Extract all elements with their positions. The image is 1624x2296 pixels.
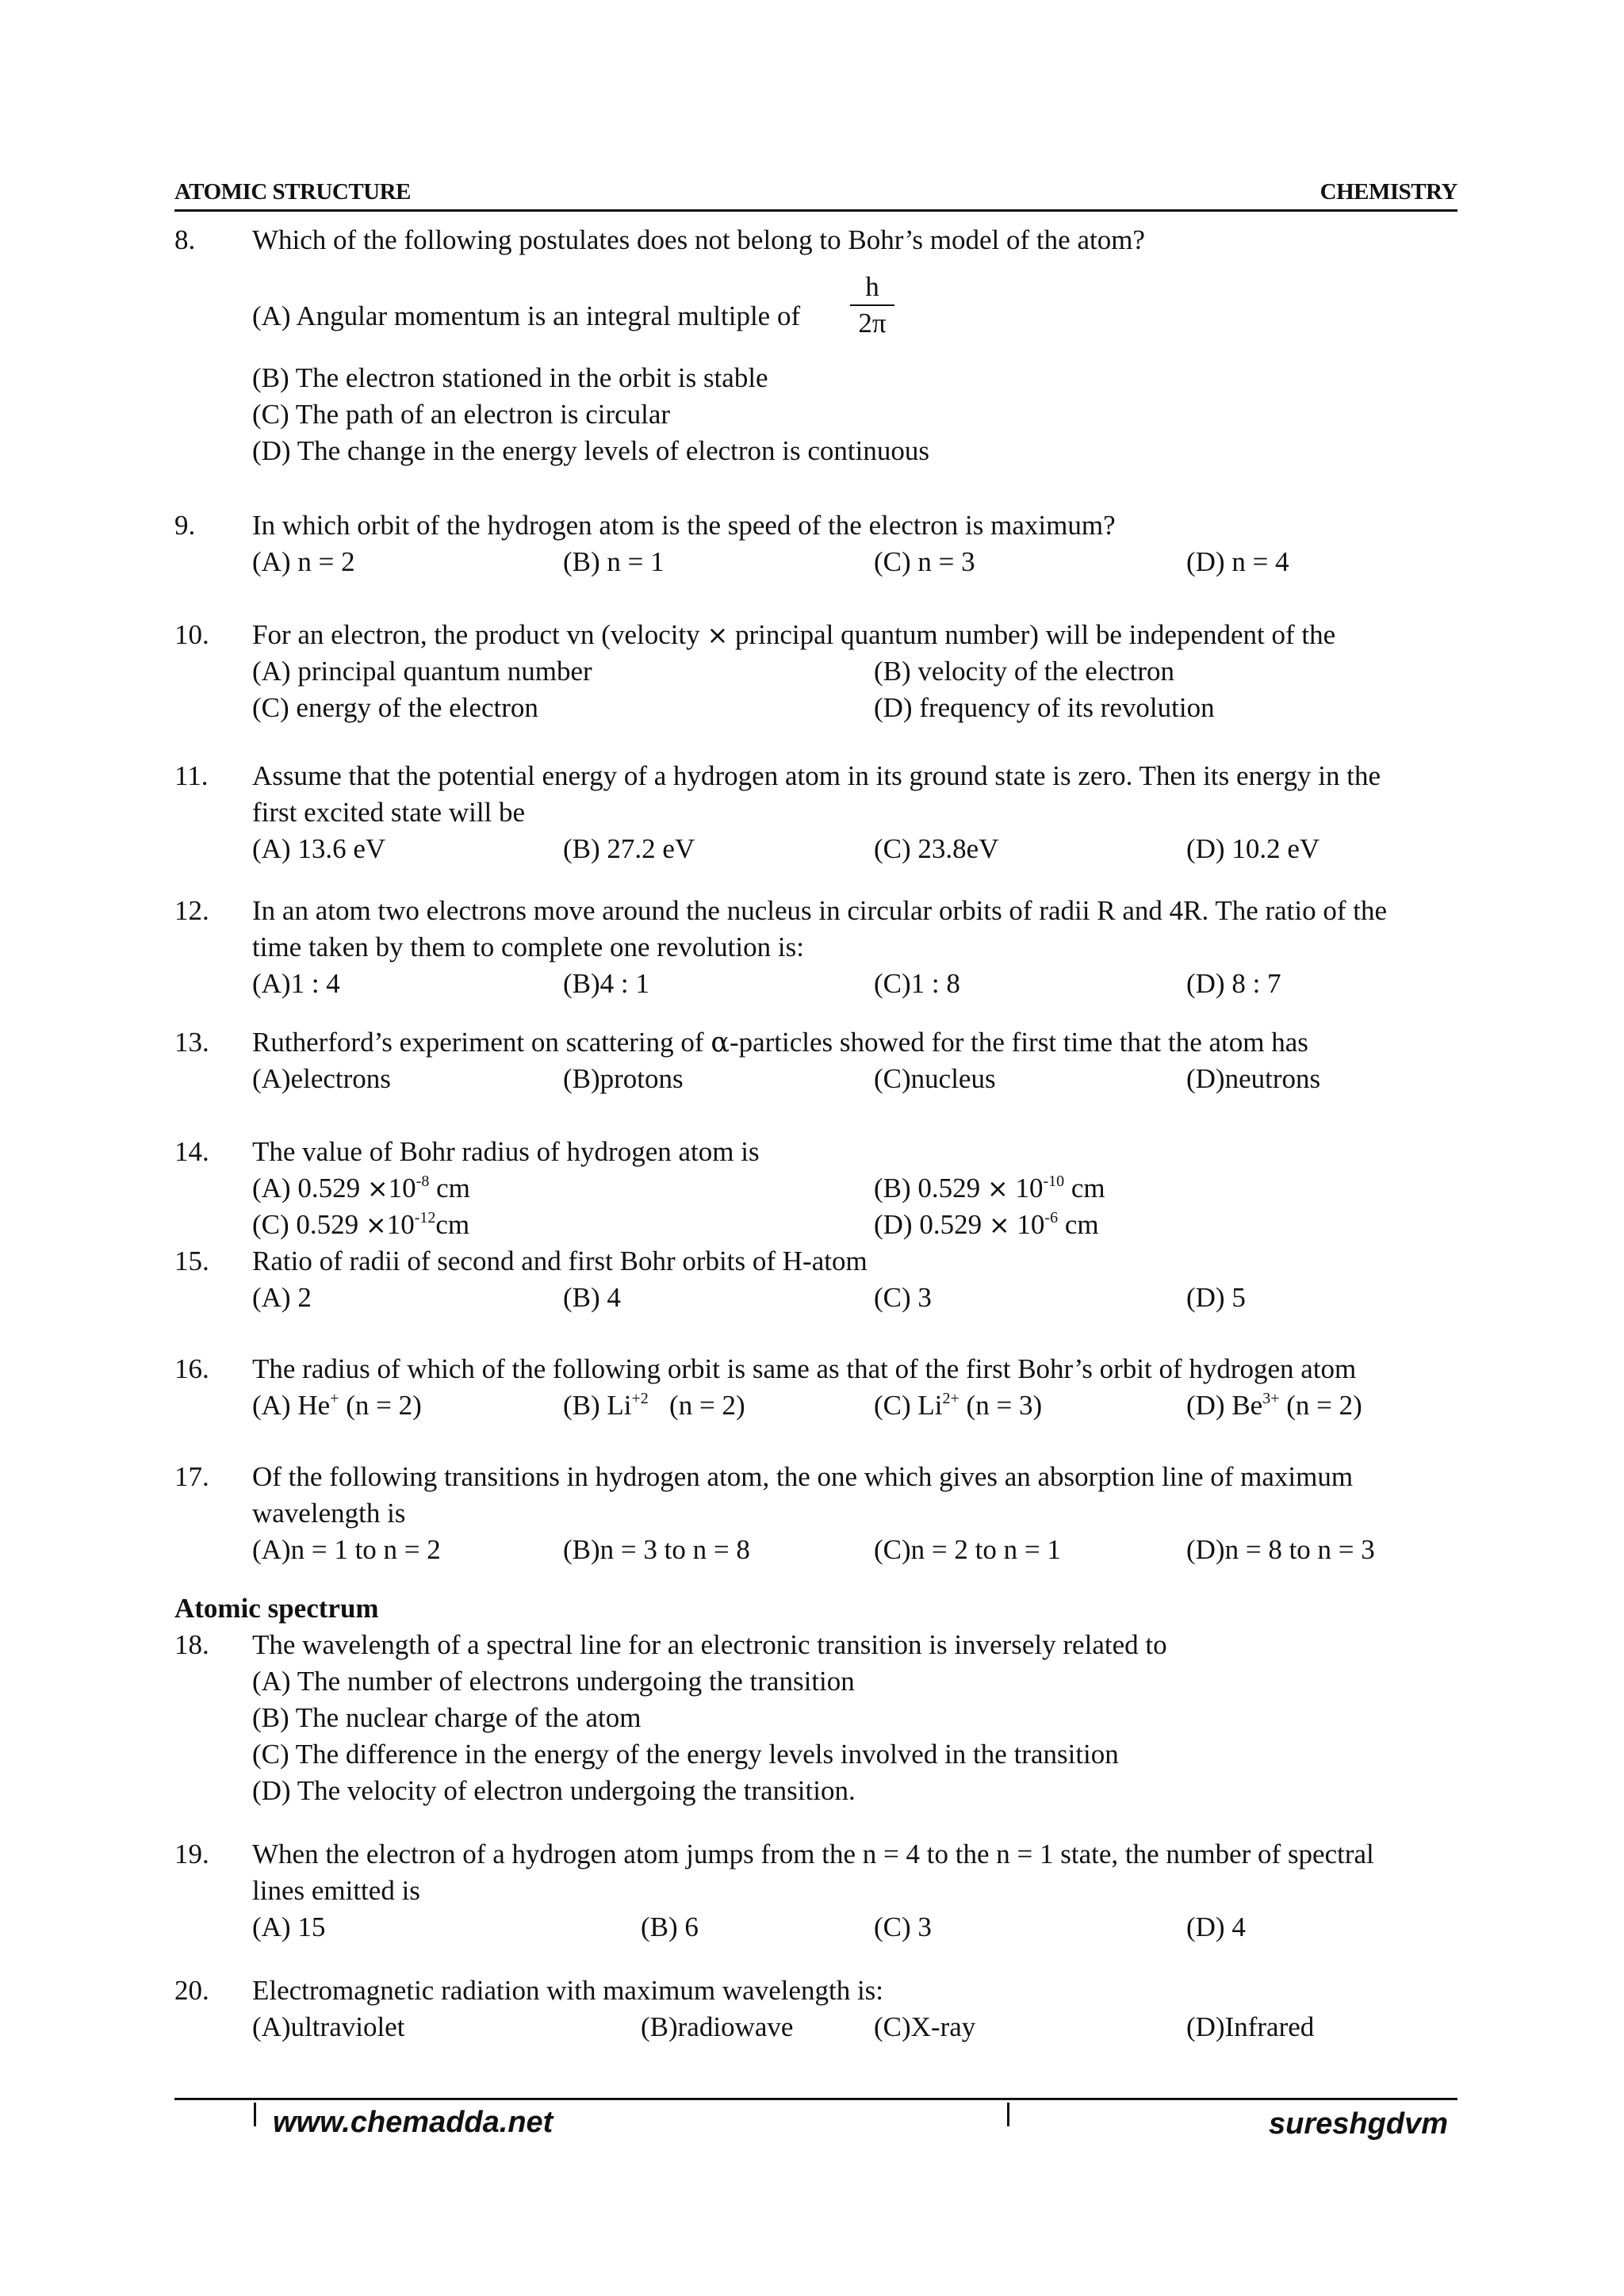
option-a: (A) 15 bbox=[252, 1911, 326, 1942]
question-text bbox=[252, 1024, 1308, 1061]
option-b: (B)4 : 1 bbox=[563, 968, 649, 999]
option-exponent: -6 bbox=[1044, 1209, 1059, 1226]
option-b: (B)protons bbox=[563, 1063, 684, 1094]
times-symbol: × bbox=[988, 1210, 1010, 1240]
option-c: (C) energy of the electron bbox=[252, 692, 538, 723]
option-a bbox=[252, 1387, 422, 1424]
option-level: (n = 2) bbox=[339, 1390, 422, 1421]
question-number: 17. bbox=[174, 1461, 209, 1492]
fraction-h-over-2pi bbox=[848, 270, 896, 341]
option-symbol: (B) Li bbox=[563, 1390, 632, 1421]
footer-rule bbox=[174, 2098, 1457, 2100]
option-b bbox=[874, 1170, 1105, 1207]
option-charge: +2 bbox=[631, 1390, 649, 1407]
question-number: 9. bbox=[174, 510, 196, 541]
question-number: 8. bbox=[174, 224, 196, 255]
option-b: (B)radiowave bbox=[641, 2011, 794, 2042]
header-rule bbox=[174, 209, 1457, 212]
question-number: 18. bbox=[174, 1629, 209, 1660]
option-exponent: -10 bbox=[1043, 1173, 1065, 1190]
option-d: (D) The velocity of electron undergoing the transition. bbox=[252, 1775, 856, 1806]
question-text-part: For an electron, the product vn (velocity bbox=[252, 619, 700, 650]
option-unit: cm bbox=[435, 1209, 470, 1240]
option-d bbox=[1186, 1387, 1362, 1424]
question-number: 14. bbox=[174, 1136, 209, 1167]
question-text-line-1: Of the following transitions in hydrogen atom, the one which gives an absorption line of maximum bbox=[252, 1461, 1354, 1492]
option-d: (D)n = 8 to n = 3 bbox=[1186, 1534, 1375, 1565]
question-number: 20. bbox=[174, 1975, 209, 2006]
question-number: 12. bbox=[174, 895, 209, 926]
question-text: The wavelength of a spectral line for an electronic transition is inversely related to bbox=[252, 1629, 1167, 1660]
footer-author: sureshgdvm bbox=[1269, 2107, 1448, 2141]
option-base: 10 bbox=[386, 1209, 415, 1240]
option-exponent: -12 bbox=[414, 1209, 436, 1226]
question-number: 16. bbox=[174, 1353, 209, 1384]
question-text-part: Rutherford’s experiment on scattering of bbox=[252, 1027, 704, 1058]
option-b: (B) velocity of the electron bbox=[874, 656, 1175, 687]
option-b: (B) 4 bbox=[563, 1282, 621, 1313]
option-a bbox=[252, 1170, 470, 1207]
header-subject-left: ATOMIC STRUCTURE bbox=[174, 179, 411, 205]
option-c: (C)n = 2 to n = 1 bbox=[874, 1534, 1061, 1565]
option-symbol: (D) Be bbox=[1186, 1390, 1263, 1421]
question-number: 15. bbox=[174, 1246, 209, 1276]
option-d: (D) 4 bbox=[1186, 1911, 1246, 1942]
header-subject-right: CHEMISTRY bbox=[1320, 179, 1457, 205]
option-base: 10 bbox=[388, 1173, 416, 1203]
times-symbol: × bbox=[707, 620, 729, 650]
question-text-line-2: wavelength is bbox=[252, 1498, 406, 1529]
option-unit: cm bbox=[429, 1173, 470, 1203]
option-a: (A) The number of electrons undergoing the transition bbox=[252, 1666, 855, 1697]
option-base: 10 bbox=[1015, 1173, 1044, 1203]
option-c: (C) 3 bbox=[874, 1282, 932, 1313]
option-c: (C)1 : 8 bbox=[874, 968, 960, 999]
fraction-denominator: 2π bbox=[858, 308, 887, 339]
option-c: (C)nucleus bbox=[874, 1063, 996, 1094]
option-charge: 2+ bbox=[942, 1390, 959, 1407]
footer-website: www.chemadda.net bbox=[273, 2106, 553, 2139]
option-a: (A)electrons bbox=[252, 1063, 391, 1094]
times-symbol: × bbox=[365, 1210, 387, 1240]
question-text-part: principal quantum number) will be independent of the bbox=[735, 619, 1336, 650]
option-value: (D) 0.529 bbox=[874, 1209, 982, 1240]
option-level: (n = 3) bbox=[959, 1390, 1043, 1421]
option-c: (C) n = 3 bbox=[874, 546, 975, 577]
option-d: (D)Infrared bbox=[1186, 2011, 1315, 2042]
option-d bbox=[874, 1207, 1099, 1243]
option-a: (A) principal quantum number bbox=[252, 656, 592, 687]
question-number: 19. bbox=[174, 1839, 209, 1869]
question-text: Electromagnetic radiation with maximum wavelength is: bbox=[252, 1975, 884, 2006]
section-heading: Atomic spectrum bbox=[174, 1593, 379, 1624]
option-a: (A) 2 bbox=[252, 1282, 312, 1313]
question-text: The value of Bohr radius of hydrogen atom is bbox=[252, 1136, 760, 1167]
footer-tick-right bbox=[1007, 2103, 1009, 2126]
question-text-line-2: time taken by them to complete one revolution is: bbox=[252, 932, 804, 962]
option-unit: cm bbox=[1064, 1173, 1105, 1203]
option-b: (B) 27.2 eV bbox=[563, 833, 695, 864]
question-text bbox=[252, 617, 1335, 653]
option-a: (A)n = 1 to n = 2 bbox=[252, 1534, 441, 1565]
question-number: 11. bbox=[174, 760, 209, 791]
question-number: 13. bbox=[174, 1027, 209, 1058]
option-base: 10 bbox=[1017, 1209, 1045, 1240]
option-value: (C) 0.529 bbox=[252, 1209, 359, 1240]
option-a: (A)1 : 4 bbox=[252, 968, 340, 999]
option-c: (C) The path of an electron is circular bbox=[252, 399, 671, 430]
option-c bbox=[874, 1387, 1042, 1424]
option-d: (D) n = 4 bbox=[1186, 546, 1289, 577]
option-d: (D) 5 bbox=[1186, 1282, 1246, 1313]
option-value: (B) 0.529 bbox=[874, 1173, 981, 1203]
question-text-line-2: lines emitted is bbox=[252, 1875, 420, 1906]
option-b: (B) The electron stationed in the orbit is stable bbox=[252, 362, 768, 393]
option-c: (C) The difference in the energy of the energy levels involved in the transition bbox=[252, 1739, 1119, 1770]
footer-tick-left bbox=[254, 2103, 256, 2126]
question-text-line-1: When the electron of a hydrogen atom jumps from the n = 4 to the n = 1 state, the number of spectral bbox=[252, 1839, 1374, 1869]
option-d: (D) The change in the energy levels of electron is continuous bbox=[252, 435, 929, 466]
option-b bbox=[563, 1387, 745, 1424]
option-d: (D) 8 : 7 bbox=[1186, 968, 1281, 999]
option-value: (A) 0.529 bbox=[252, 1173, 361, 1203]
option-charge: 3+ bbox=[1262, 1390, 1280, 1407]
times-symbol: × bbox=[366, 1173, 389, 1203]
option-charge: + bbox=[330, 1390, 339, 1407]
option-exponent: -8 bbox=[416, 1173, 430, 1190]
question-text: Ratio of radii of second and first Bohr orbits of H-atom bbox=[252, 1246, 868, 1276]
option-c: (C) 23.8eV bbox=[874, 833, 999, 864]
option-unit: cm bbox=[1058, 1209, 1099, 1240]
option-d: (D)neutrons bbox=[1186, 1063, 1321, 1094]
option-a: (A) Angular momentum is an integral multiple of bbox=[252, 300, 801, 331]
alpha-symbol: α bbox=[710, 1027, 730, 1058]
option-symbol: (C) Li bbox=[874, 1390, 943, 1421]
option-b: (B) 6 bbox=[641, 1911, 699, 1942]
option-level: (n = 2) bbox=[648, 1390, 745, 1421]
option-d: (D) 10.2 eV bbox=[1186, 833, 1320, 864]
option-level: (n = 2) bbox=[1279, 1390, 1362, 1421]
option-a: (A) 13.6 eV bbox=[252, 833, 386, 864]
option-a: (A)ultraviolet bbox=[252, 2011, 405, 2042]
option-b: (B) n = 1 bbox=[563, 546, 665, 577]
question-text: Which of the following postulates does not belong to Bohr’s model of the atom? bbox=[252, 224, 1145, 255]
option-b: (B) The nuclear charge of the atom bbox=[252, 1702, 642, 1733]
option-c: (C)X-ray bbox=[874, 2011, 976, 2042]
times-symbol: × bbox=[986, 1173, 1009, 1203]
option-a: (A) n = 2 bbox=[252, 546, 355, 577]
question-text-part: -particles showed for the first time that the atom has bbox=[729, 1027, 1308, 1058]
option-d: (D) frequency of its revolution bbox=[874, 692, 1215, 723]
fraction-numerator: h bbox=[865, 271, 879, 302]
option-c bbox=[252, 1207, 469, 1243]
question-number: 10. bbox=[174, 619, 209, 650]
question-text: The radius of which of the following orbit is same as that of the first Bohr’s orbit of hydrogen atom bbox=[252, 1353, 1357, 1384]
question-text-line-1: Assume that the potential energy of a hydrogen atom in its ground state is zero. Then its energy in the bbox=[252, 760, 1381, 791]
question-text-line-1: In an atom two electrons move around the nucleus in circular orbits of radii R and 4R. The ratio of the bbox=[252, 895, 1388, 926]
option-b: (B)n = 3 to n = 8 bbox=[563, 1534, 750, 1565]
question-text-line-2: first excited state will be bbox=[252, 797, 526, 828]
option-c: (C) 3 bbox=[874, 1911, 932, 1942]
question-text: In which orbit of the hydrogen atom is the speed of the electron is maximum? bbox=[252, 510, 1116, 541]
option-symbol: (A) He bbox=[252, 1390, 331, 1421]
